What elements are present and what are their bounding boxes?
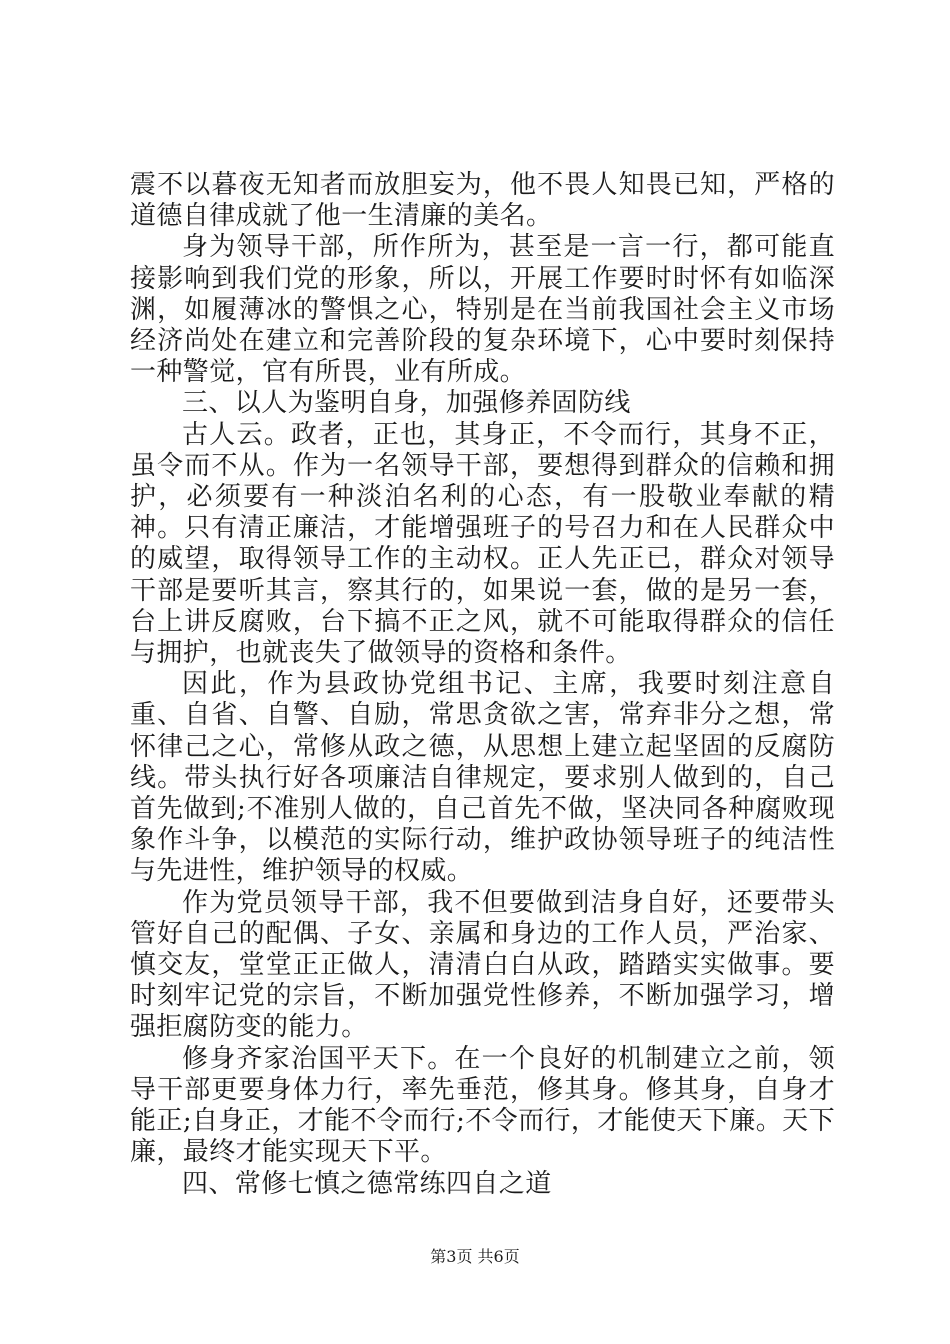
paragraph-2: 身为领导干部，所作所为，甚至是一言一行，都可能直接影响到我们党的形象，所以，开展工作要时时怀有如临深渊，如履薄冰的警惧之心，特别是在当前我国社会主义市场经济尚处在建立和完善阶段的复杂环境下，心中要时刻保持一种警觉，官有所畏，业有所成。: [130, 232, 835, 388]
paragraph-7: 修身齐家治国平天下。在一个良好的机制建立之前，领导干部更要身体力行，率先垂范，修其身。修其身，自身才能正;自身正，才能不令而行;不令而行，才能使天下廉。天下廉，最终才能实现天下平。: [130, 1043, 835, 1168]
paragraph-6: 作为党员领导干部，我不但要做到洁身自好，还要带头管好自己的配偶、子女、亲属和身边的工作人员，严治家、慎交友，堂堂正正做人，清清白白从政，踏踏实实做事。要时刻牢记党的宗旨，不断加强党性修养，不断加强学习，增强拒腐防变的能力。: [130, 887, 835, 1043]
paragraph-4: 古人云。政者，正也，其身正，不令而行，其身不正，虽令而不从。作为一名领导干部，要想得到群众的信赖和拥护，必须要有一种淡泊名利的心态，有一股敬业奉献的精神。只有清正廉洁，才能增强班子的号召力和在人民群众中的威望，取得领导工作的主动权。正人先正已，群众对领导干部是要听其言，察其行的，如果说一套，做的是另一套，台上讲反腐败，台下搞不正之风，就不可能取得群众的信任与拥护，也就丧失了做领导的资格和条件。: [130, 419, 835, 669]
paragraph-5: 因此，作为县政协党组书记、主席，我要时刻注意自重、自省、自警、自励，常思贪欲之害，常弃非分之想，常怀律己之心，常修从政之德，从思想上建立起坚固的反腐防线。带头执行好各项廉洁自律规定，要求别人做到的，自己首先做到;不准别人做的，自己首先不做，坚决同各种腐败现象作斗争，以模范的实际行动，维护政协领导班子的纯洁性与先进性，维护领导的权威。: [130, 669, 835, 887]
section-heading-4: 四、常修七慎之德常练四自之道: [182, 1168, 552, 1199]
section-heading-3: 三、以人为鉴明自身，加强修养固防线: [182, 388, 631, 419]
page-number-footer: 第3页 共6页: [430, 1247, 520, 1266]
paragraph-1: 震不以暮夜无知者而放胆妄为，他不畏人知畏已知，严格的道德自律成就了他一生清廉的美名。: [130, 170, 835, 232]
document-body: [130, 170, 835, 1200]
